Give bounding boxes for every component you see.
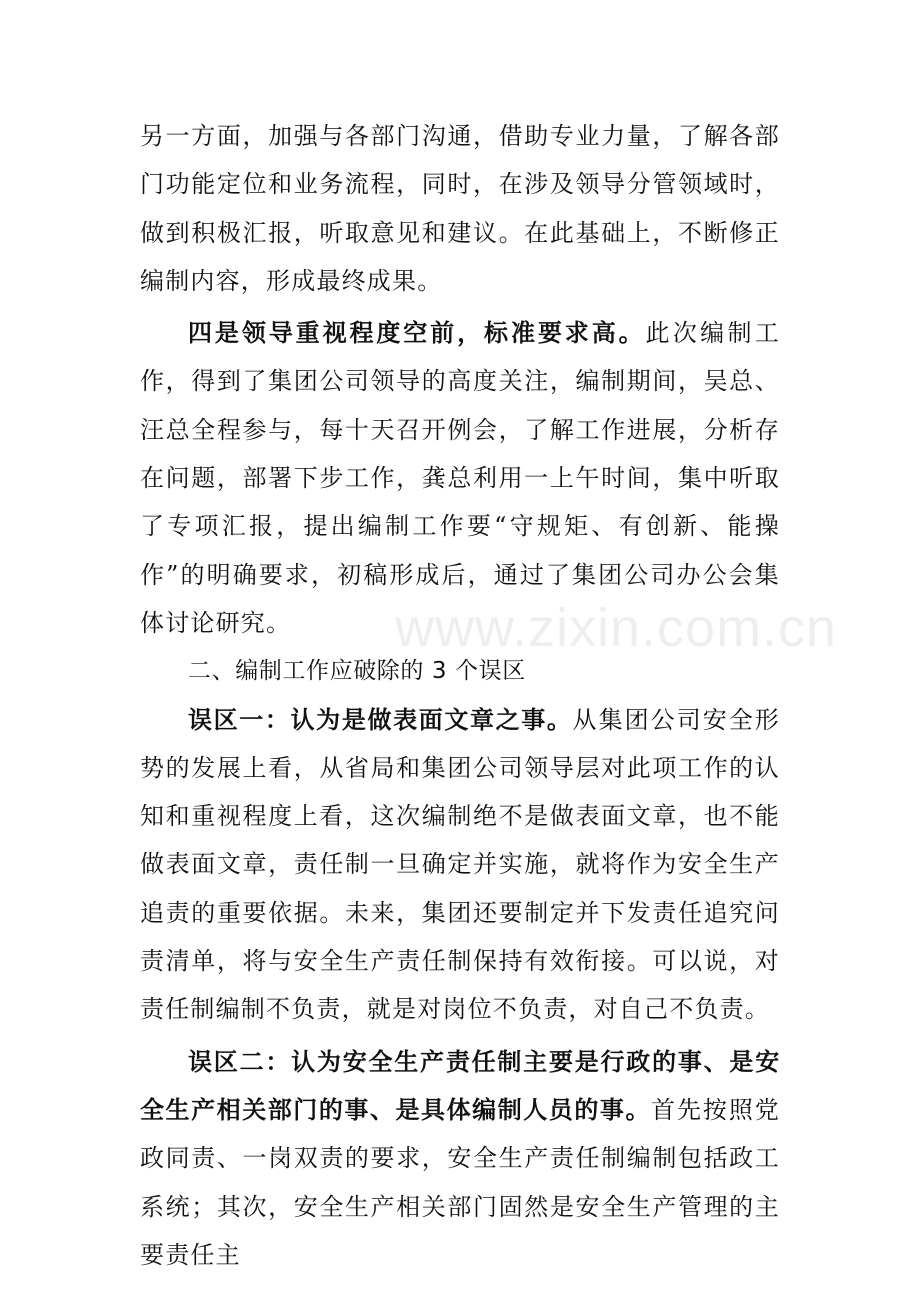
paragraph-text: 此次编制工作，得到了集团公司领导的高度关注，编制期间，吴总、汪总全程参与，每十天召开例会，了解工作进展，分析存在问题，部署下步工作，龚总利用一上午时间，集中听取了专项汇报，提出编制工作要“守规矩、有创新、能操作”的明确要求，初稿形成后，通过了集团公司办公会集体讨论研究。 <box>140 319 781 637</box>
paragraph-text: 另一方面，加强与各部门沟通，借助专业力量，了解各部门功能定位和业务流程，同时，在涉及领导分管领域时，做到积极汇报，听取意见和建议。在此基础上，不断修正编制内容，形成最终成果。 <box>140 122 780 295</box>
section-heading: 二、编制工作应破除的 3 个误区 <box>188 658 526 685</box>
paragraph-text: 从集团公司安全形势的发展上看，从省局和集团公司领导层对此项工作的认知和重视程度上看，这次编制绝不是做表面文章，也不能做表面文章，责任制一旦确定并实施，就将作为安全生产追责的重要依据。未来，集团还要制定并下发责任追究问责清单，将与安全生产责任制保持有效衔接。可以说，对责任制编制不负责，就是对岗位不负责，对自己不负责。 <box>140 705 780 1024</box>
paragraph-lead: 误区二：认为安全生产责任制主要是行政的事、是安全生产相关部门的事、是具体编制人员的事。 <box>140 1047 780 1124</box>
paragraph-point-four <box>140 309 780 647</box>
paragraph-continuation <box>140 112 780 305</box>
paragraph-misconception-two <box>140 1038 780 1279</box>
watermark: www.zixin.com.cn <box>395 598 838 658</box>
paragraph-lead: 四是领导重视程度空前，标准要求高。 <box>188 319 646 348</box>
paragraph-misconception-one <box>140 696 780 1034</box>
paragraph-lead: 误区一：认为是做表面文章之事。 <box>188 705 573 734</box>
document-page <box>140 112 780 1279</box>
paragraph-text: 首先按照党政同责、一岗双责的要求，安全生产责任制编制包括政工系统；其次，安全生产相关部门固然是安全生产管理的主要责任主 <box>140 1095 780 1269</box>
